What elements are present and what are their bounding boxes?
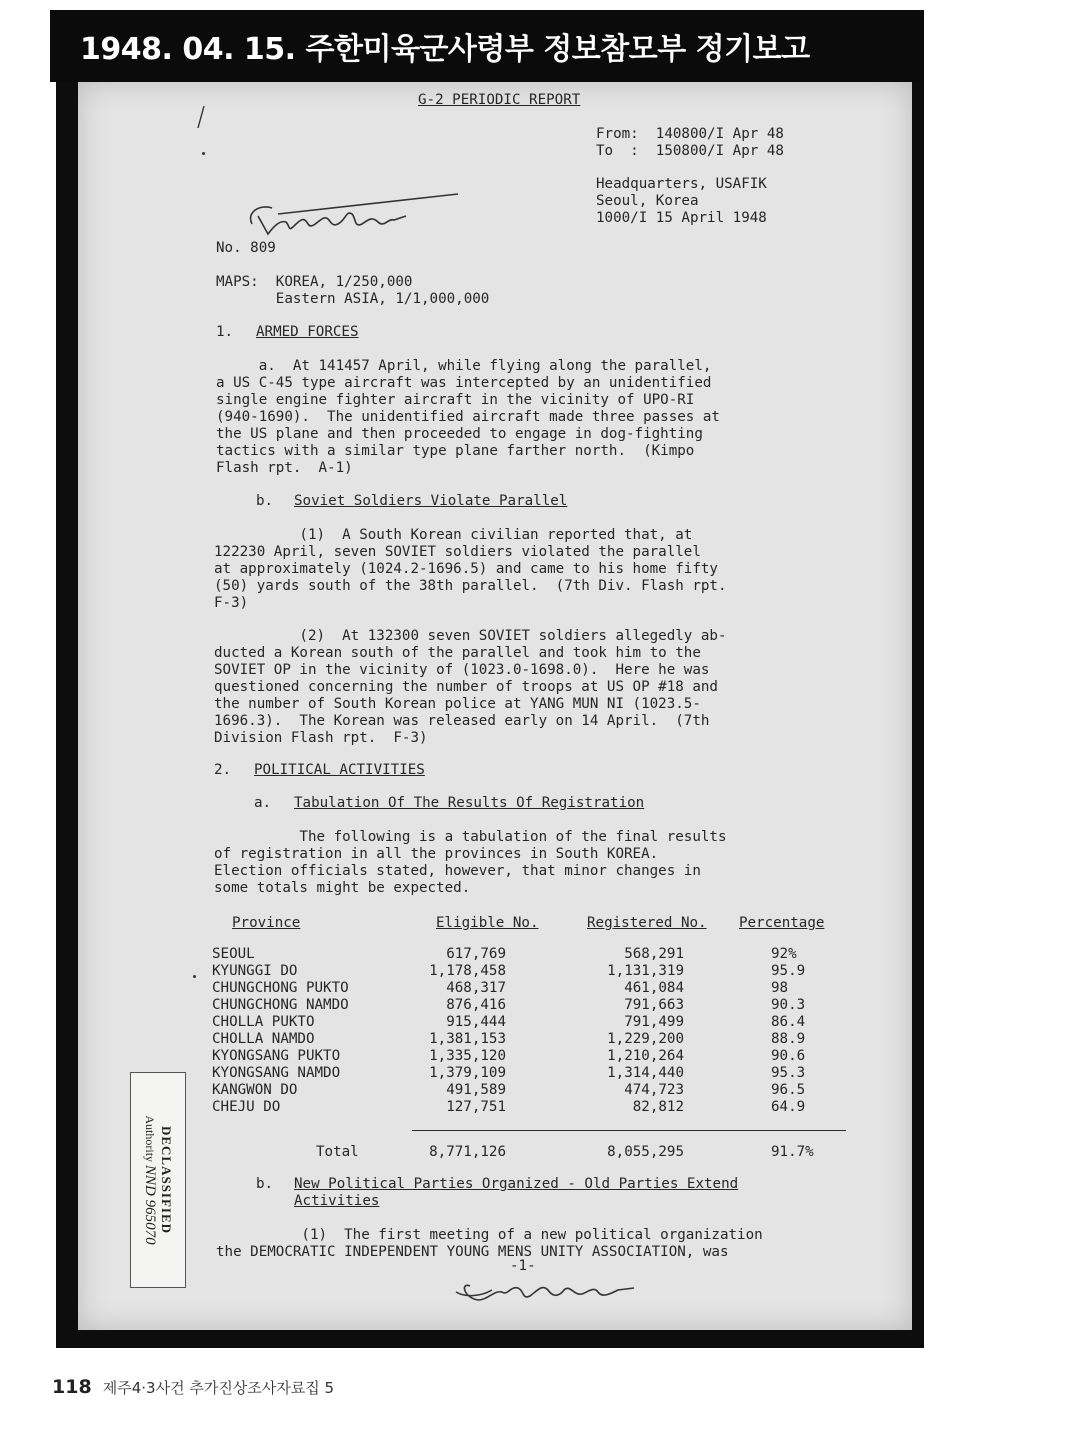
para-2b-title-line-2: Activities xyxy=(294,1193,380,1209)
section-2-title: POLITICAL ACTIVITIES xyxy=(254,762,425,778)
percentage-cell: 90.3 xyxy=(771,997,806,1013)
footer-page-number: 118 xyxy=(52,1376,92,1398)
footer xyxy=(52,1376,334,1398)
report-title: G-2 PERIODIC REPORT xyxy=(418,92,581,108)
eligible-cell: 491,589 xyxy=(446,1082,506,1098)
table-header-row xyxy=(212,915,892,932)
para-1a-line: tactics with a similar type plane farther north. (Kimpo xyxy=(216,443,695,459)
table-row xyxy=(212,963,892,980)
registered-cell: 1,314,440 xyxy=(607,1065,684,1081)
confidential-signature-bottom xyxy=(448,1268,648,1308)
table-row xyxy=(212,980,892,997)
para-1b1-line: (1) A South Korean civilian reported that, at xyxy=(214,527,693,543)
stamp-line-1: DECLASSIFIED xyxy=(159,1125,174,1235)
percentage-cell: 86.4 xyxy=(771,1014,806,1030)
para-2a-line: some totals might be expected. xyxy=(214,880,471,896)
para-1b1-line: 122230 April, seven SOVIET soldiers violated the parallel xyxy=(214,544,701,560)
para-2b1-line-1: (1) The first meeting of a new political organization xyxy=(216,1227,763,1243)
header-bar xyxy=(50,10,924,82)
table-header: Eligible No. xyxy=(436,915,539,931)
para-1b1-line: (50) yards south of the 38th parallel. (7th Div. Flash rpt. xyxy=(214,578,727,594)
percentage-cell: 92% xyxy=(771,946,797,962)
declassified-stamp xyxy=(130,1072,186,1288)
percentage-cell: 95.9 xyxy=(771,963,806,979)
province-cell: CHEJU DO xyxy=(212,1099,281,1115)
para-2a-label: a. xyxy=(254,795,272,811)
registered-cell: 1,131,319 xyxy=(607,963,684,979)
percentage-cell: 88.9 xyxy=(771,1031,806,1047)
province-cell: CHOLLA NAMDO xyxy=(212,1031,315,1047)
total-registered: 8,055,295 xyxy=(607,1144,684,1160)
table-row xyxy=(212,1082,892,1099)
para-1a-line: Flash rpt. A-1) xyxy=(216,460,353,476)
para-2b1-line-2: the DEMOCRATIC INDEPENDENT YOUNG MENS UNITY ASSOCIATION, was xyxy=(216,1244,729,1260)
speck xyxy=(193,975,196,978)
eligible-cell: 1,335,120 xyxy=(429,1048,506,1064)
table-row xyxy=(212,1065,892,1082)
para-2a-line: of registration in all the provinces in South KOREA. xyxy=(214,846,659,862)
percentage-cell: 96.5 xyxy=(771,1082,806,1098)
para-1a-line: (940-1690). The unidentified aircraft made three passes at xyxy=(216,409,720,425)
section-1-title: ARMED FORCES xyxy=(256,324,359,340)
table-row xyxy=(212,1014,892,1031)
table-row xyxy=(212,997,892,1014)
para-1b2-line: (2) At 132300 seven SOVIET soldiers allegedly ab- xyxy=(214,628,727,644)
registered-cell: 461,084 xyxy=(624,980,684,996)
province-cell: KYONGSANG NAMDO xyxy=(212,1065,341,1081)
maps-line-2: Eastern ASIA, 1/1,000,000 xyxy=(216,291,490,307)
confidential-signature xyxy=(238,186,478,246)
hq-line-3: 1000/I 15 April 1948 xyxy=(596,210,767,226)
para-1b2-line: 1696.3). The Korean was released early on 14 April. (7th xyxy=(214,713,710,729)
province-cell: CHUNGCHONG NAMDO xyxy=(212,997,349,1013)
section-1-number: 1. xyxy=(216,324,234,340)
registered-cell: 791,499 xyxy=(624,1014,684,1030)
table-row xyxy=(212,1048,892,1065)
para-1a-line: single engine fighter aircraft in the vicinity of UPO-RI xyxy=(216,392,695,408)
declassified-stamp-text xyxy=(142,1078,174,1282)
registered-cell: 1,210,264 xyxy=(607,1048,684,1064)
hq-line-2: Seoul, Korea xyxy=(596,193,699,209)
registered-cell: 791,663 xyxy=(624,997,684,1013)
registered-cell: 568,291 xyxy=(624,946,684,962)
total-eligible: 8,771,126 xyxy=(429,1144,506,1160)
para-2b-title-line-1: New Political Parties Organized - Old Parties Extend xyxy=(294,1176,739,1192)
percentage-cell: 95.3 xyxy=(771,1065,806,1081)
para-1b2-line: the number of South Korean police at YANG MUN NI (1023.5- xyxy=(214,696,701,712)
section-2-number: 2. xyxy=(214,762,232,778)
para-1b2-line: Division Flash rpt. F-3) xyxy=(214,730,428,746)
total-label: Total xyxy=(316,1144,359,1160)
province-cell: SEOUL xyxy=(212,946,255,962)
province-cell: KYUNGGI DO xyxy=(212,963,298,979)
para-1b2-line: questioned concerning the number of troops at US OP #18 and xyxy=(214,679,718,695)
para-1b1-line: at approximately (1024.2-1696.5) and came to his home fifty xyxy=(214,561,718,577)
table-row xyxy=(212,1099,892,1116)
eligible-cell: 915,444 xyxy=(446,1014,506,1030)
table-row xyxy=(212,946,892,963)
registered-cell: 82,812 xyxy=(632,1099,684,1115)
total-rule xyxy=(412,1130,846,1131)
para-1a-line: the US plane and then proceeded to engage in dog-fighting xyxy=(216,426,703,442)
report-number: No. 809 xyxy=(216,240,276,256)
registered-cell: 474,723 xyxy=(624,1082,684,1098)
document-page xyxy=(78,82,912,1330)
province-cell: KANGWON DO xyxy=(212,1082,298,1098)
para-1b2-line: ducted a Korean south of the parallel and took him to the xyxy=(214,645,701,661)
document-body xyxy=(78,82,912,1330)
para-1b1-line: F-3) xyxy=(214,595,249,611)
hq-line-1: Headquarters, USAFIK xyxy=(596,176,767,192)
eligible-cell: 617,769 xyxy=(446,946,506,962)
province-cell: CHOLLA PUKTO xyxy=(212,1014,315,1030)
eligible-cell: 1,178,458 xyxy=(429,963,506,979)
para-1a-line: a US C-45 type aircraft was intercepted by an unidentified xyxy=(216,375,712,391)
table-header: Province xyxy=(232,915,301,931)
para-1b-label: b. xyxy=(256,493,274,509)
page-marker: -1- xyxy=(510,1258,536,1274)
registered-cell: 1,229,200 xyxy=(607,1031,684,1047)
speck xyxy=(202,152,205,155)
province-cell: CHUNGCHONG PUKTO xyxy=(212,980,349,996)
from-line: From: 140800/I Apr 48 xyxy=(596,126,784,142)
table-header: Registered No. xyxy=(587,915,707,931)
percentage-cell: 64.9 xyxy=(771,1099,806,1115)
percentage-cell: 98 xyxy=(771,980,789,996)
para-2a-title: Tabulation Of The Results Of Registration xyxy=(294,795,645,811)
para-1b-title: Soviet Soldiers Violate Parallel xyxy=(294,493,568,509)
stamp-line-2 xyxy=(142,1078,158,1282)
para-2a-line: Election officials stated, however, that minor changes in xyxy=(214,863,701,879)
table-row xyxy=(212,1031,892,1048)
stamp-authority-label: Authority xyxy=(143,1115,157,1163)
eligible-cell: 1,379,109 xyxy=(429,1065,506,1081)
table-header: Percentage xyxy=(739,915,825,931)
total-percentage: 91.7% xyxy=(771,1144,814,1160)
para-2b-label: b. xyxy=(256,1176,274,1192)
para-1b2-line: SOVIET OP in the vicinity of (1023.0-1698.0). Here he was xyxy=(214,662,710,678)
para-1a-line: a. At 141457 April, while flying along the parallel, xyxy=(216,358,712,374)
table-total-row xyxy=(212,1144,892,1161)
maps-line-1: MAPS: KOREA, 1/250,000 xyxy=(216,274,413,290)
stamp-authority-value: NND 965070 xyxy=(142,1165,158,1245)
eligible-cell: 127,751 xyxy=(446,1099,506,1115)
eligible-cell: 468,317 xyxy=(446,980,506,996)
percentage-cell: 90.6 xyxy=(771,1048,806,1064)
footer-book-title: 제주4·3사건 추가진상조사자료집 5 xyxy=(102,1379,335,1397)
eligible-cell: 876,416 xyxy=(446,997,506,1013)
stray-mark xyxy=(194,104,208,130)
para-2a-line: The following is a tabulation of the final results xyxy=(214,829,727,845)
eligible-cell: 1,381,153 xyxy=(429,1031,506,1047)
province-cell: KYONGSANG PUKTO xyxy=(212,1048,341,1064)
to-line: To : 150800/I Apr 48 xyxy=(596,143,784,159)
page-title: 1948. 04. 15. 주한미육군사령부 정보참모부 정기보고 xyxy=(80,32,810,67)
